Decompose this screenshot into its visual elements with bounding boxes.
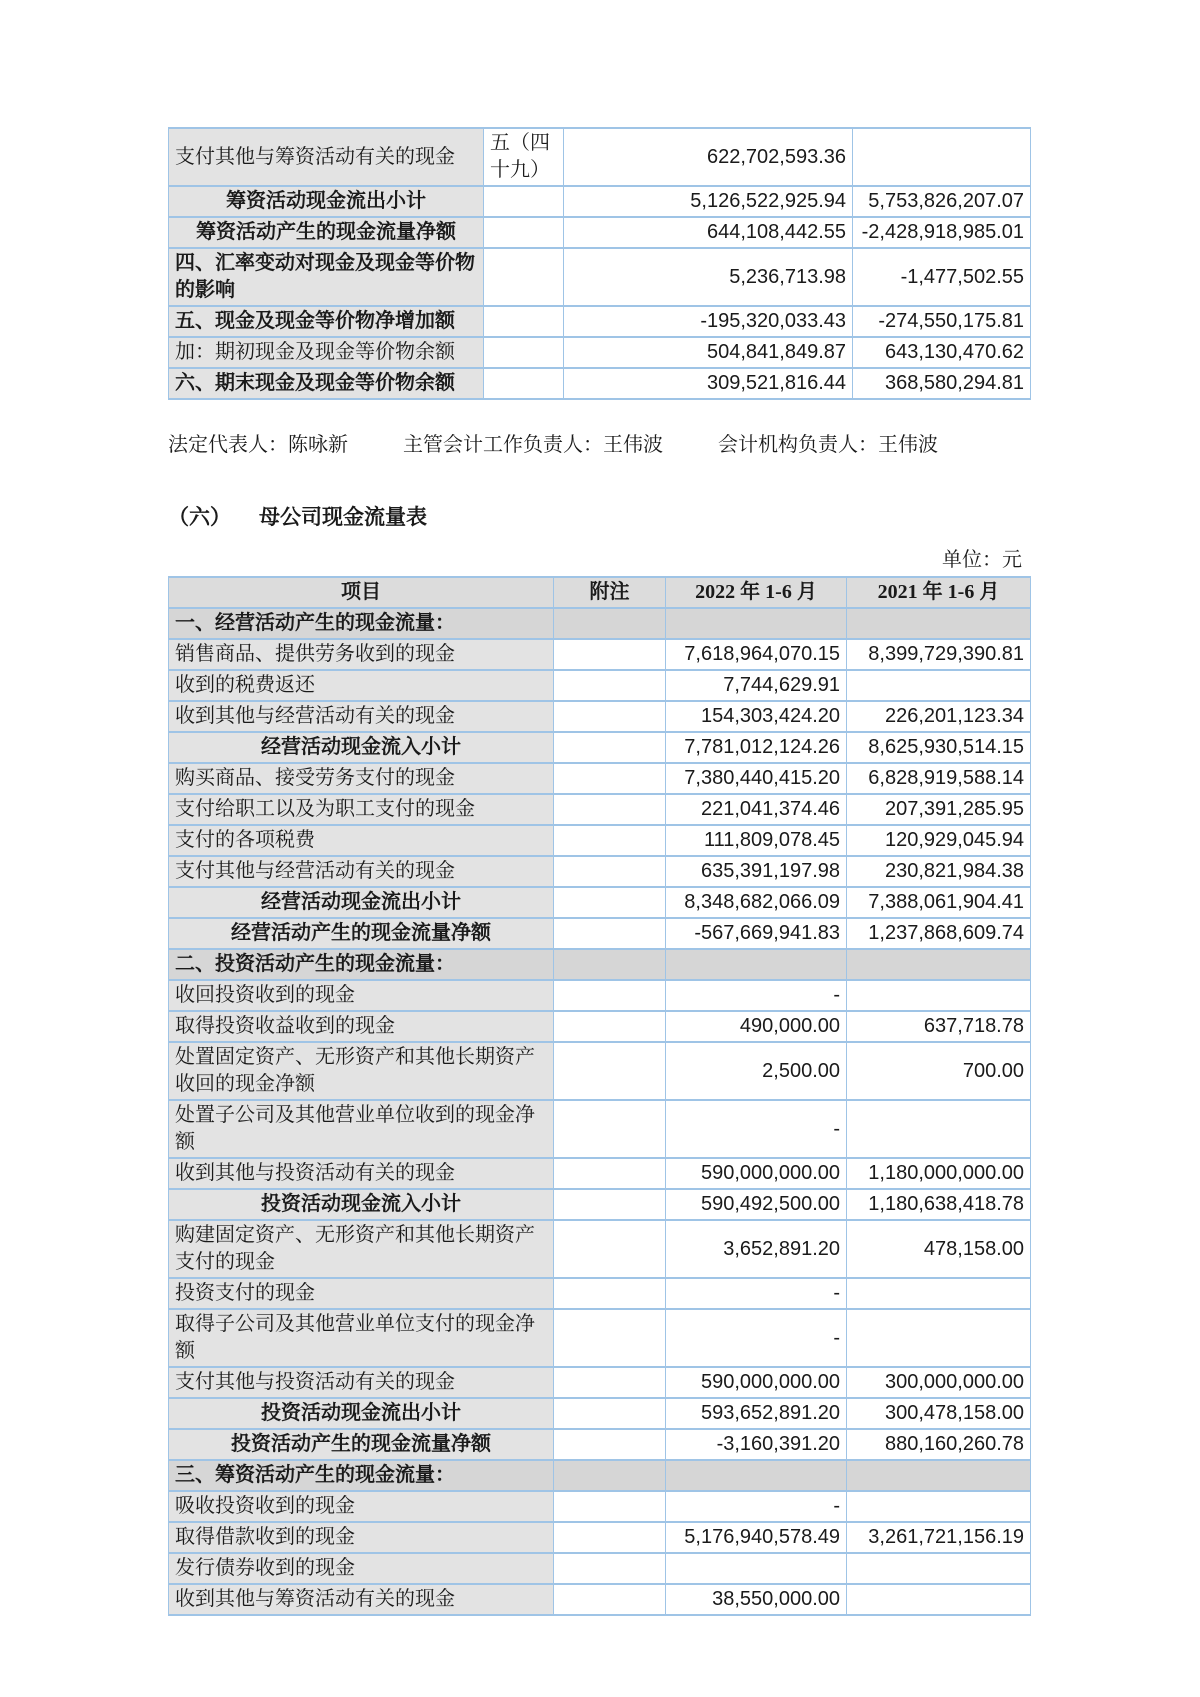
section-title-text: 母公司现金流量表 (259, 505, 427, 529)
value-cell-2022: 309,521,816.44 (564, 368, 853, 399)
note-cell (484, 248, 564, 306)
table-row (169, 1584, 1031, 1615)
value-cell-2022: 111,809,078.45 (666, 825, 847, 856)
parent-company-cashflow-table (168, 576, 1031, 1616)
note-cell (554, 608, 666, 639)
label-cell: 收到其他与经营活动有关的现金 (169, 701, 554, 732)
column-header-note: 附注 (554, 577, 666, 608)
value-cell-2021: 643,130,470.62 (853, 337, 1031, 368)
note-cell (554, 1011, 666, 1042)
value-cell-2022: 3,652,891.20 (666, 1220, 847, 1278)
value-cell-2021: 478,158.00 (847, 1220, 1031, 1278)
label-cell: 筹资活动产生的现金流量净额 (169, 217, 484, 248)
label-cell: 收回投资收到的现金 (169, 980, 554, 1011)
label-cell: 投资支付的现金 (169, 1278, 554, 1309)
value-cell-2021: 6,828,919,588.14 (847, 763, 1031, 794)
value-cell-2021: 700.00 (847, 1042, 1031, 1100)
table-row (169, 639, 1031, 670)
value-cell-2021: 7,388,061,904.41 (847, 887, 1031, 918)
value-cell-2021 (847, 608, 1031, 639)
label-cell: 支付给职工以及为职工支付的现金 (169, 794, 554, 825)
value-cell-2021: -2,428,918,985.01 (853, 217, 1031, 248)
note-cell (554, 980, 666, 1011)
value-cell-2021: -274,550,175.81 (853, 306, 1031, 337)
value-cell-2022: 5,236,713.98 (564, 248, 853, 306)
value-cell-2021 (847, 1491, 1031, 1522)
table-row (169, 1042, 1031, 1100)
table-row (169, 825, 1031, 856)
table-row (169, 608, 1031, 639)
label-cell: 经营活动现金流出小计 (169, 887, 554, 918)
label-cell: 支付其他与经营活动有关的现金 (169, 856, 554, 887)
note-cell (554, 1367, 666, 1398)
note-cell (554, 1189, 666, 1220)
value-cell-2022: 590,000,000.00 (666, 1158, 847, 1189)
label-cell: 加：期初现金及现金等价物余额 (169, 337, 484, 368)
value-cell-2021 (847, 1309, 1031, 1367)
table-row (169, 337, 1031, 368)
label-cell: 经营活动产生的现金流量净额 (169, 918, 554, 949)
note-cell (484, 186, 564, 217)
note-cell (554, 763, 666, 794)
value-cell-2021: 230,821,984.38 (847, 856, 1031, 887)
label-cell: 购买商品、接受劳务支付的现金 (169, 763, 554, 794)
section-title (168, 504, 1030, 530)
value-cell-2022: 504,841,849.87 (564, 337, 853, 368)
value-cell-2021 (847, 1460, 1031, 1491)
value-cell-2022: - (666, 1491, 847, 1522)
value-cell-2021: 300,478,158.00 (847, 1398, 1031, 1429)
value-cell-2022: 8,348,682,066.09 (666, 887, 847, 918)
label-cell: 五、现金及现金等价物净增加额 (169, 306, 484, 337)
label-cell: 投资活动现金流出小计 (169, 1398, 554, 1429)
note-cell: 五（四十九） (484, 128, 564, 186)
header-row (169, 577, 1031, 608)
label-cell: 支付其他与投资活动有关的现金 (169, 1367, 554, 1398)
value-cell-2021: 3,261,721,156.19 (847, 1522, 1031, 1553)
value-cell-2022 (666, 1553, 847, 1584)
label-cell: 发行债券收到的现金 (169, 1553, 554, 1584)
value-cell-2022: 38,550,000.00 (666, 1584, 847, 1615)
table-row (169, 1011, 1031, 1042)
value-cell-2022 (666, 949, 847, 980)
table-row (169, 128, 1031, 186)
table-row (169, 1367, 1031, 1398)
note-cell (554, 1100, 666, 1158)
label-cell: 筹资活动现金流出小计 (169, 186, 484, 217)
table-row (169, 887, 1031, 918)
note-cell (554, 949, 666, 980)
label-cell: 六、期末现金及现金等价物余额 (169, 368, 484, 399)
note-cell (554, 1042, 666, 1100)
value-cell-2022: 7,618,964,070.15 (666, 639, 847, 670)
note-cell (554, 1398, 666, 1429)
table-row (169, 732, 1031, 763)
table-row (169, 1491, 1031, 1522)
value-cell-2021 (853, 128, 1031, 186)
section-number: （六） (168, 505, 231, 529)
value-cell-2022: 7,744,629.91 (666, 670, 847, 701)
label-cell: 取得子公司及其他营业单位支付的现金净额 (169, 1309, 554, 1367)
label-cell: 四、汇率变动对现金及现金等价物的影响 (169, 248, 484, 306)
note-cell (554, 887, 666, 918)
value-cell-2022: 154,303,424.20 (666, 701, 847, 732)
label-cell: 取得借款收到的现金 (169, 1522, 554, 1553)
table-row (169, 1278, 1031, 1309)
value-cell-2022: -567,669,941.83 (666, 918, 847, 949)
note-cell (484, 217, 564, 248)
note-cell (554, 1220, 666, 1278)
value-cell-2021 (847, 1100, 1031, 1158)
value-cell-2022: 7,380,440,415.20 (666, 763, 847, 794)
column-header-2022: 2022 年 1-6 月 (666, 577, 847, 608)
table-row (169, 670, 1031, 701)
value-cell-2021: 8,625,930,514.15 (847, 732, 1031, 763)
value-cell-2022: 221,041,374.46 (666, 794, 847, 825)
label-cell: 投资活动产生的现金流量净额 (169, 1429, 554, 1460)
table-row (169, 248, 1031, 306)
value-cell-2021: 1,237,868,609.74 (847, 918, 1031, 949)
value-cell-2022: 590,492,500.00 (666, 1189, 847, 1220)
table-row (169, 1220, 1031, 1278)
value-cell-2022: -195,320,033.43 (564, 306, 853, 337)
table-row (169, 368, 1031, 399)
value-cell-2022: -3,160,391.20 (666, 1429, 847, 1460)
value-cell-2021 (847, 980, 1031, 1011)
unit-label: 单位：元 (942, 549, 1022, 571)
value-cell-2021: 226,201,123.34 (847, 701, 1031, 732)
chief-accountant-label: 主管会计工作负责人：王伟波 (403, 434, 663, 456)
value-cell-2022: - (666, 1100, 847, 1158)
label-cell: 处置固定资产、无形资产和其他长期资产收回的现金净额 (169, 1042, 554, 1100)
label-cell: 购建固定资产、无形资产和其他长期资产支付的现金 (169, 1220, 554, 1278)
note-cell (554, 825, 666, 856)
table-row (169, 980, 1031, 1011)
table-row (169, 1460, 1031, 1491)
value-cell-2021: 8,399,729,390.81 (847, 639, 1031, 670)
value-cell-2022: 490,000.00 (666, 1011, 847, 1042)
table-row (169, 949, 1031, 980)
value-cell-2021 (847, 670, 1031, 701)
label-cell: 一、经营活动产生的现金流量： (169, 608, 554, 639)
value-cell-2022: 635,391,197.98 (666, 856, 847, 887)
value-cell-2022: - (666, 980, 847, 1011)
value-cell-2021 (847, 1278, 1031, 1309)
table-row (169, 217, 1031, 248)
note-cell (554, 701, 666, 732)
table-row (169, 794, 1031, 825)
value-cell-2021: 120,929,045.94 (847, 825, 1031, 856)
table-row (169, 1100, 1031, 1158)
value-cell-2022 (666, 608, 847, 639)
value-cell-2021: 1,180,638,418.78 (847, 1189, 1031, 1220)
column-header-item: 项目 (169, 577, 554, 608)
label-cell: 收到的税费返还 (169, 670, 554, 701)
value-cell-2021: 880,160,260.78 (847, 1429, 1031, 1460)
note-cell (554, 1309, 666, 1367)
value-cell-2022 (666, 1460, 847, 1491)
value-cell-2021 (847, 1553, 1031, 1584)
value-cell-2022: 5,126,522,925.94 (564, 186, 853, 217)
value-cell-2022: - (666, 1309, 847, 1367)
label-cell: 经营活动现金流入小计 (169, 732, 554, 763)
label-cell: 支付其他与筹资活动有关的现金 (169, 128, 484, 186)
label-cell: 销售商品、提供劳务收到的现金 (169, 639, 554, 670)
note-cell (554, 1278, 666, 1309)
note-cell (554, 1429, 666, 1460)
note-cell (554, 794, 666, 825)
note-cell (484, 337, 564, 368)
note-cell (484, 306, 564, 337)
note-cell (554, 670, 666, 701)
value-cell-2022: 622,702,593.36 (564, 128, 853, 186)
table-row (169, 763, 1031, 794)
table-row (169, 701, 1031, 732)
value-cell-2022: 590,000,000.00 (666, 1367, 847, 1398)
value-cell-2021: 207,391,285.95 (847, 794, 1031, 825)
table-row (169, 1429, 1031, 1460)
column-header-2021: 2021 年 1-6 月 (847, 577, 1031, 608)
table-row (169, 1189, 1031, 1220)
note-cell (554, 1158, 666, 1189)
value-cell-2022: 644,108,442.55 (564, 217, 853, 248)
table-row (169, 1522, 1031, 1553)
consolidated-cashflow-table-continued (168, 127, 1031, 400)
table-row (169, 1309, 1031, 1367)
value-cell-2021: 368,580,294.81 (853, 368, 1031, 399)
label-cell: 取得投资收益收到的现金 (169, 1011, 554, 1042)
table-row (169, 918, 1031, 949)
parent-cashflow-rows (169, 608, 1031, 1615)
table-row (169, 856, 1031, 887)
value-cell-2021: -1,477,502.55 (853, 248, 1031, 306)
note-cell (554, 918, 666, 949)
value-cell-2021: 300,000,000.00 (847, 1367, 1031, 1398)
label-cell: 吸收投资收到的现金 (169, 1491, 554, 1522)
legal-representative-label: 法定代表人：陈咏新 (168, 434, 348, 456)
note-cell (554, 1553, 666, 1584)
note-cell (554, 1491, 666, 1522)
table-row (169, 1398, 1031, 1429)
table-row (169, 1158, 1031, 1189)
value-cell-2022: 7,781,012,124.26 (666, 732, 847, 763)
label-cell: 处置子公司及其他营业单位收到的现金净额 (169, 1100, 554, 1158)
accounting-department-label: 会计机构负责人：王伟波 (718, 434, 938, 456)
note-cell (554, 1522, 666, 1553)
parent-cashflow-header (169, 577, 1031, 608)
note-cell (554, 856, 666, 887)
value-cell-2022: 2,500.00 (666, 1042, 847, 1100)
label-cell: 支付的各项税费 (169, 825, 554, 856)
value-cell-2021: 5,753,826,207.07 (853, 186, 1031, 217)
consolidated-cashflow-rows (169, 128, 1031, 399)
value-cell-2021: 637,718.78 (847, 1011, 1031, 1042)
value-cell-2022: 593,652,891.20 (666, 1398, 847, 1429)
table-row (169, 186, 1031, 217)
table-row (169, 1553, 1031, 1584)
value-cell-2022: 5,176,940,578.49 (666, 1522, 847, 1553)
note-cell (554, 1460, 666, 1491)
value-cell-2021 (847, 1584, 1031, 1615)
value-cell-2022: - (666, 1278, 847, 1309)
note-cell (554, 1584, 666, 1615)
table-row (169, 306, 1031, 337)
document-page (168, 0, 1030, 1616)
signatures-line (168, 432, 1030, 458)
note-cell (554, 732, 666, 763)
label-cell: 投资活动现金流入小计 (169, 1189, 554, 1220)
note-cell (554, 639, 666, 670)
value-cell-2021: 1,180,000,000.00 (847, 1158, 1031, 1189)
label-cell: 三、筹资活动产生的现金流量： (169, 1460, 554, 1491)
note-cell (484, 368, 564, 399)
label-cell: 收到其他与投资活动有关的现金 (169, 1158, 554, 1189)
label-cell: 二、投资活动产生的现金流量： (169, 949, 554, 980)
label-cell: 收到其他与筹资活动有关的现金 (169, 1584, 554, 1615)
value-cell-2021 (847, 949, 1031, 980)
